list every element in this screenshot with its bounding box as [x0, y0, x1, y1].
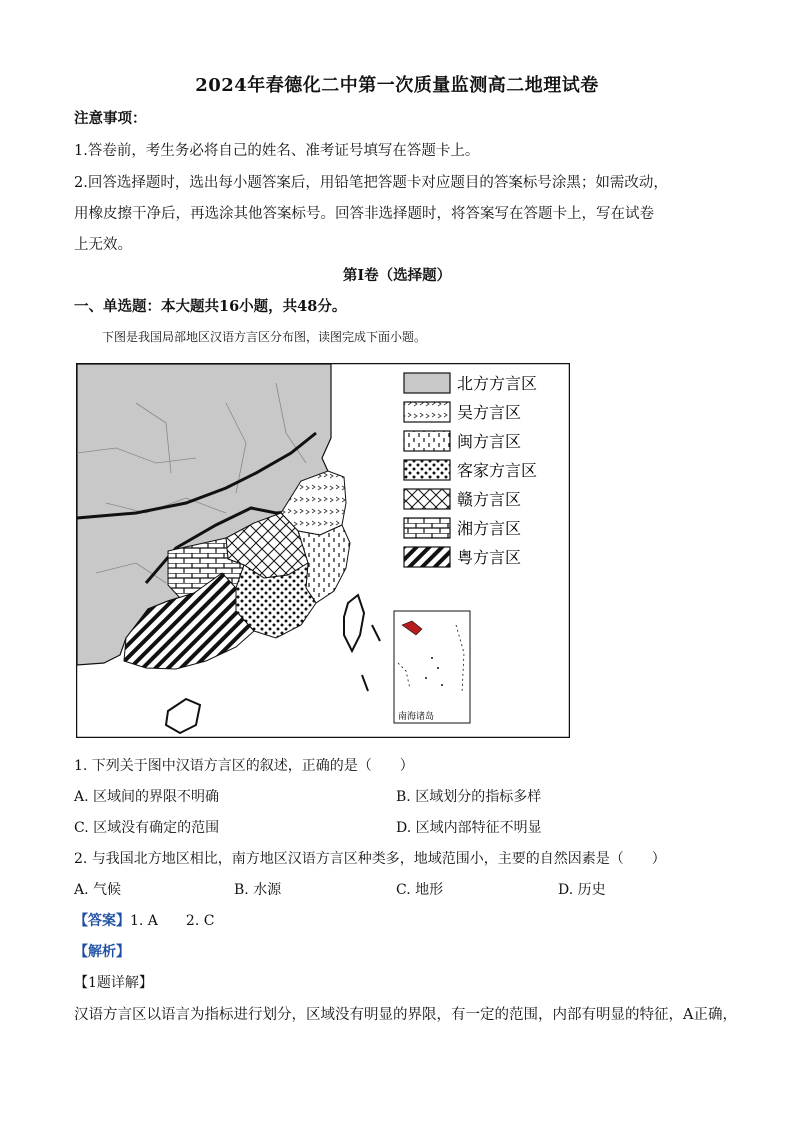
legend-min: 闽方言区: [457, 432, 522, 451]
answer-line: [74, 910, 214, 930]
notice-item-2-line-1: 2.回答选择题时，选出每小题答案后，用铅笔把答题卡对应题目的答案标号涂黑；如需改动，: [74, 175, 668, 191]
answer-value: 1. A 2. C: [130, 913, 215, 929]
south-china-sea-inset: [394, 611, 470, 723]
question-1-option-d: D. 区域内部特征不明显: [396, 820, 542, 836]
detail-text: 汉语方言区以语言为指标进行划分，区域没有明显的界限，有一定的范围，内部有明显的特征，A正确，: [74, 1007, 737, 1023]
notice-item-1: 1.答卷前，考生务必将自己的姓名、准考证号填写在答题卡上。: [74, 143, 480, 159]
legend-hakka: 客家方言区: [457, 461, 538, 480]
question-2-option-a: A. 气候: [74, 882, 122, 898]
notice-heading: 注意事项：: [74, 110, 147, 127]
question-2-option-d: D. 历史: [558, 882, 606, 898]
section-title: 第Ⅰ卷（选择题）: [342, 267, 452, 284]
map-intro: 下图是我国局部地区汉语方言区分布图，读图完成下面小题。: [102, 330, 427, 344]
legend-wu: 吴方言区: [457, 403, 522, 422]
map-legend: [404, 373, 537, 567]
question-1-option-b: B. 区域划分的指标多样: [396, 789, 542, 805]
legend-yue: 粤方言区: [457, 548, 522, 567]
legend-xiang: 湘方言区: [457, 519, 522, 538]
detail-heading: 【1题详解】: [74, 975, 153, 991]
legend-gan: 赣方言区: [457, 490, 522, 509]
question-1-stem: 1. 下列关于图中汉语方言区的叙述，正确的是（ ）: [74, 758, 414, 774]
page-title: 2024年春德化二中第一次质量监测高二地理试卷: [195, 75, 599, 96]
answer-label: 【答案】: [74, 913, 130, 929]
inset-label: 南海诸岛: [398, 712, 435, 722]
dialect-map: [76, 363, 570, 738]
notice-item-2-line-2: 用橡皮擦干净后，再选涂其他答案标号。回答非选择题时，将答案写在答题卡上，写在试卷: [74, 206, 654, 222]
question-2-stem: 2. 与我国北方地区相比，南方地区汉语方言区种类多，地域范围小，主要的自然因素是（ ）: [74, 851, 666, 867]
part-one-heading: 一、单选题：本大题共16小题，共48分。: [74, 298, 347, 315]
analysis-label: 【解析】: [74, 944, 130, 960]
question-1-option-a: A. 区域间的界限不明确: [74, 789, 220, 805]
notice-item-2-line-3: 上无效。: [74, 237, 132, 253]
question-2-option-c: C. 地形: [396, 882, 444, 898]
question-1-option-c: C. 区域没有确定的范围: [74, 820, 220, 836]
legend-north: 北方方言区: [457, 374, 538, 393]
question-2-option-b: B. 水源: [234, 882, 282, 898]
